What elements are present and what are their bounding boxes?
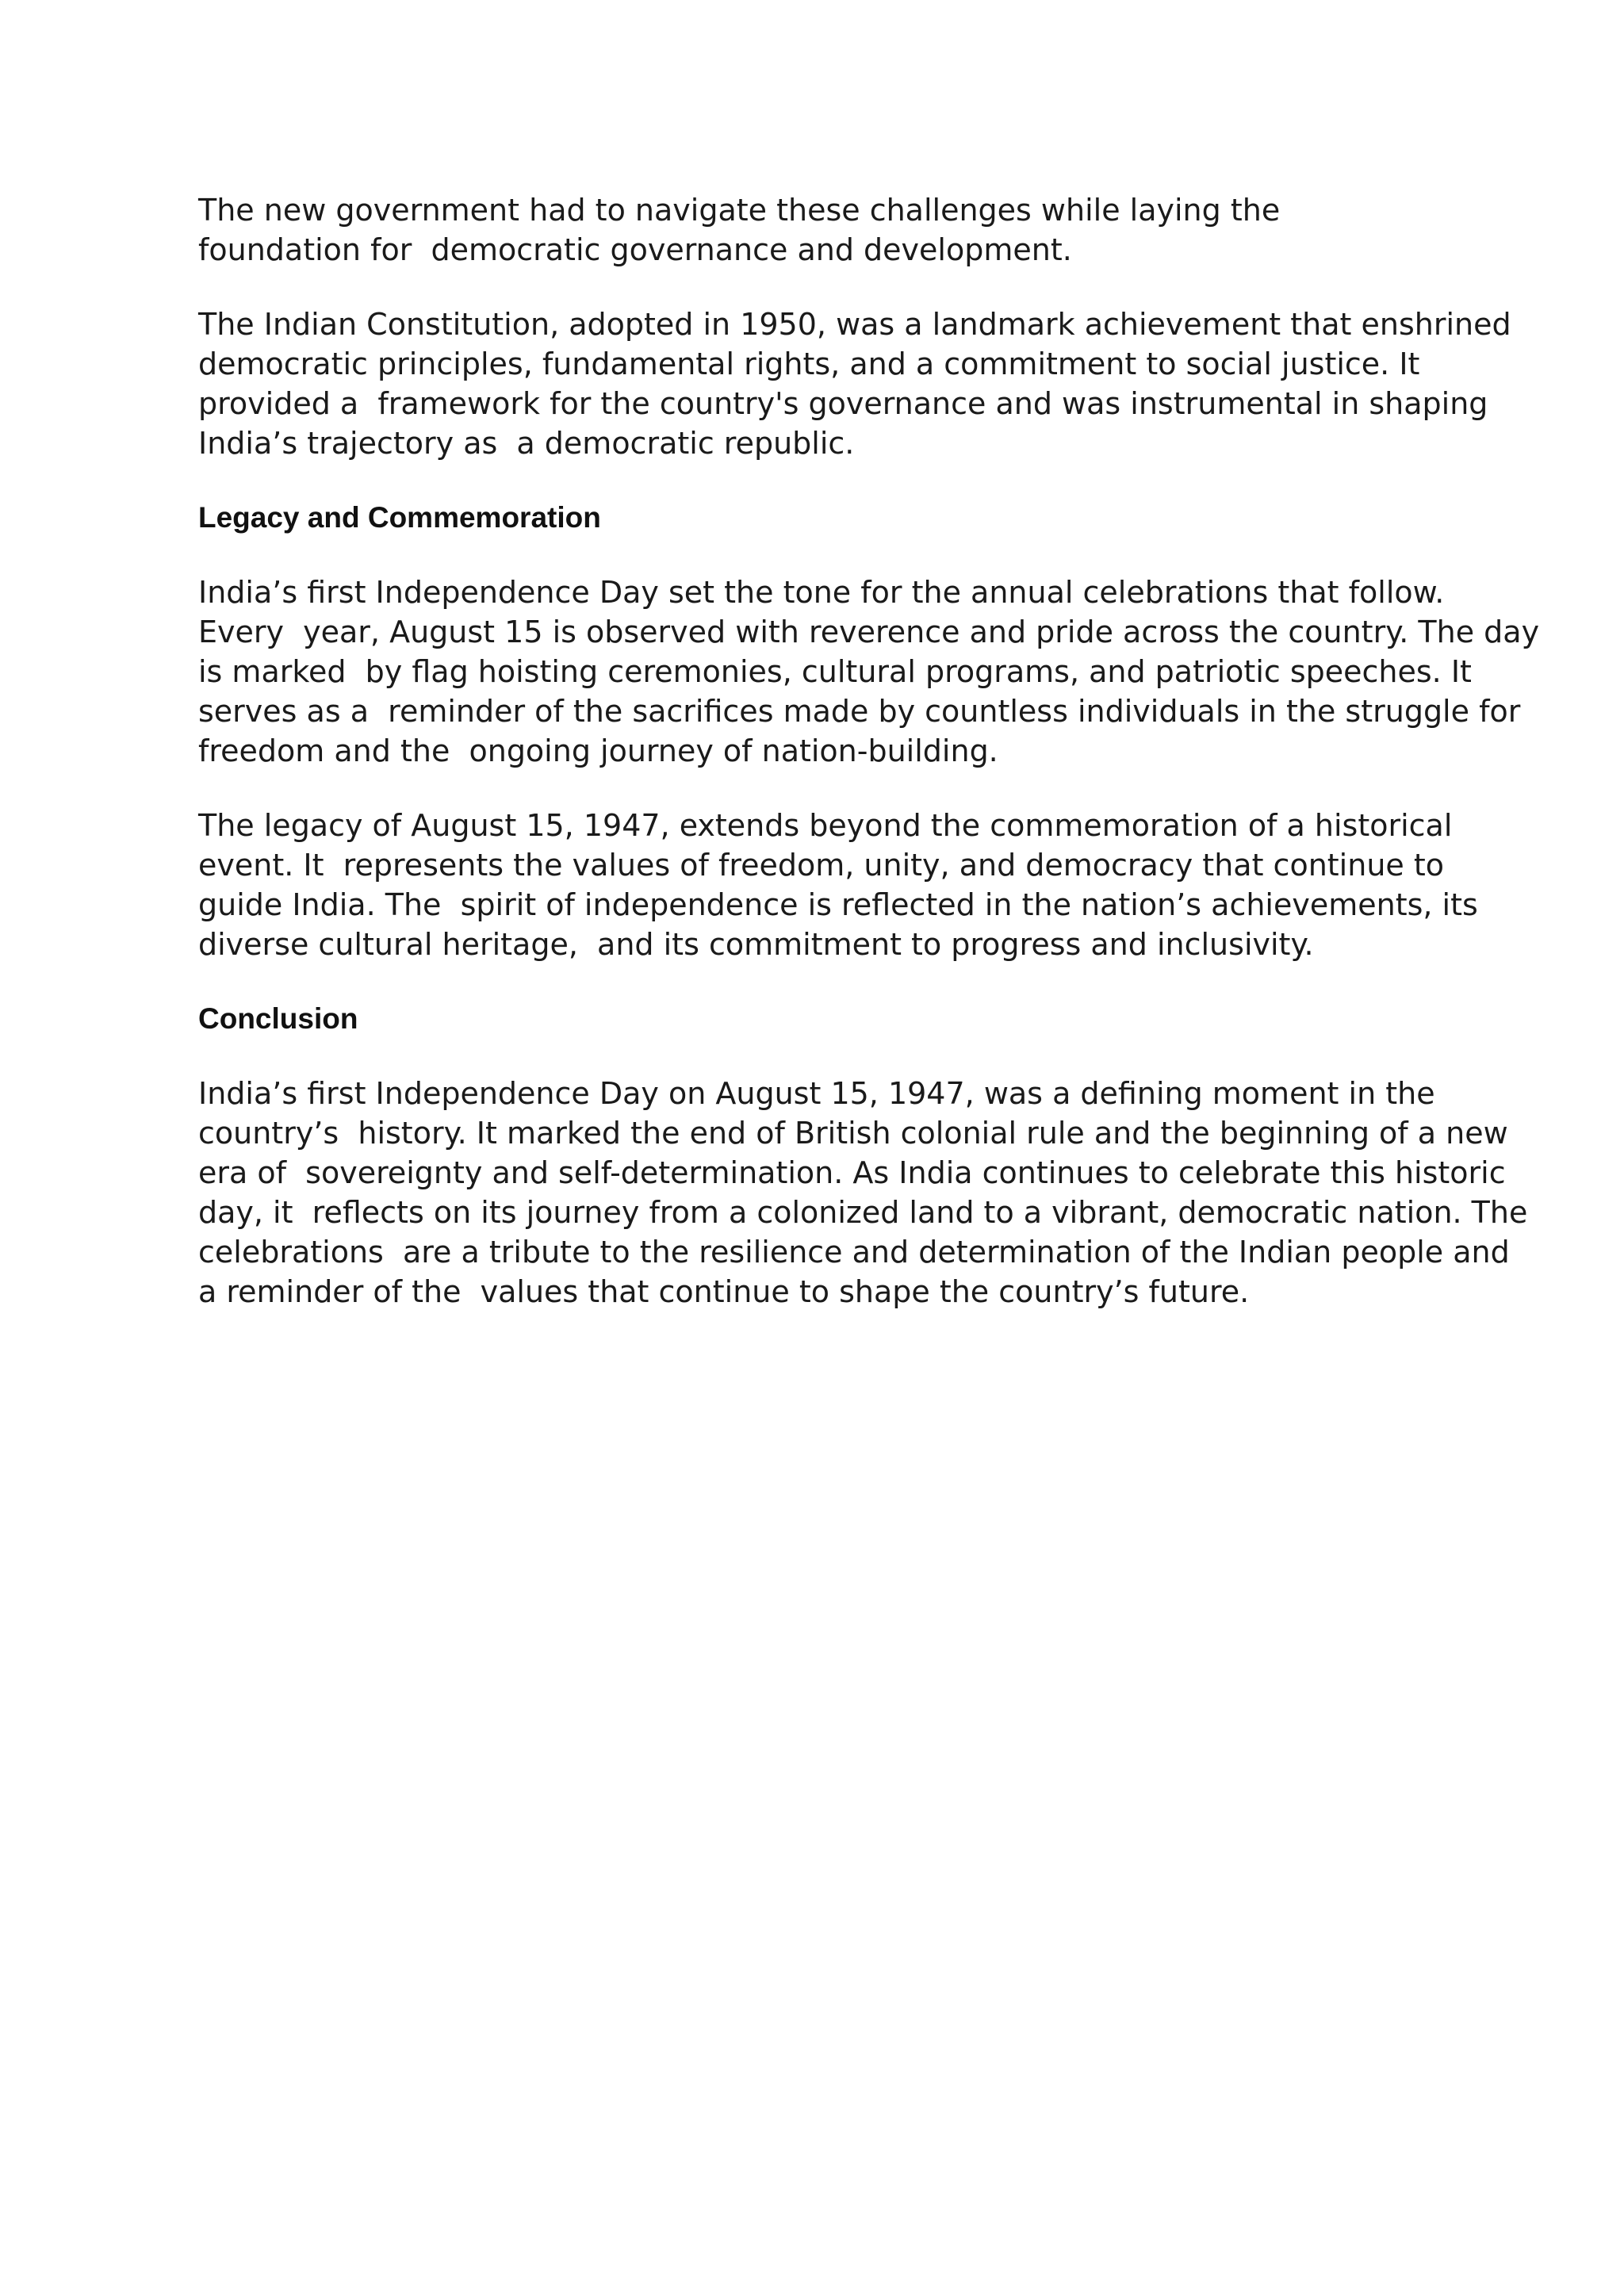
paragraph-new-government [198, 190, 1435, 270]
text-line: India’s trajectory as a democratic republic. [198, 426, 855, 461]
paragraph-legacy [198, 806, 1478, 964]
text-line: serves as a reminder of the sacrifices made by countless individuals in the struggle for [198, 694, 1521, 729]
text-line: Every year, August 15 is observed with reverence and pride across the country. The day [198, 615, 1540, 649]
text-line: democratic principles, fundamental rights, and a commitment to social justice. It [198, 347, 1420, 381]
text-line: The Indian Constitution, adopted in 1950, was a landmark achievement that enshrined [198, 307, 1511, 342]
text-line: era of sovereignty and self-determination. As India continues to celebrate this historic [198, 1155, 1506, 1190]
text-line: India’s first Independence Day on August 15, 1947, was a defining moment in the [198, 1076, 1435, 1111]
document-body [198, 190, 1540, 1346]
section-heading-conclusion: Conclusion [198, 1002, 358, 1035]
text-line: India’s first Independence Day set the tone for the annual celebrations that follow. [198, 575, 1445, 610]
section-heading-legacy: Legacy and Commemoration [198, 501, 601, 534]
paragraph-conclusion [198, 1074, 1528, 1312]
text-line: guide India. The spirit of independence is reflected in the nation’s achievements, its [198, 887, 1478, 922]
text-line: The new government had to navigate these challenges while laying the [198, 193, 1281, 228]
text-line: freedom and the ongoing journey of nation-building. [198, 733, 998, 768]
text-line: is marked by flag hoisting ceremonies, cultural programs, and patriotic speeches. It [198, 654, 1472, 689]
paragraph-constitution [198, 304, 1511, 463]
text-line: provided a framework for the country's governance and was instrumental in shaping [198, 386, 1488, 421]
text-line: event. It represents the values of freedom, unity, and democracy that continue to [198, 848, 1445, 883]
text-line: The legacy of August 15, 1947, extends beyond the commemoration of a historical [198, 808, 1453, 843]
text-line: day, it reflects on its journey from a colonized land to a vibrant, democratic nation. The [198, 1195, 1528, 1230]
paragraph-first-independence-day [198, 573, 1540, 771]
text-line: foundation for democratic governance and development. [198, 232, 1072, 267]
text-line: country’s history. It marked the end of British colonial rule and the beginning of a new [198, 1116, 1508, 1151]
text-line: celebrations are a tribute to the resilience and determination of the Indian people and [198, 1235, 1510, 1270]
text-line: a reminder of the values that continue to shape the country’s future. [198, 1274, 1250, 1309]
text-line: diverse cultural heritage, and its commitment to progress and inclusivity. [198, 927, 1314, 962]
